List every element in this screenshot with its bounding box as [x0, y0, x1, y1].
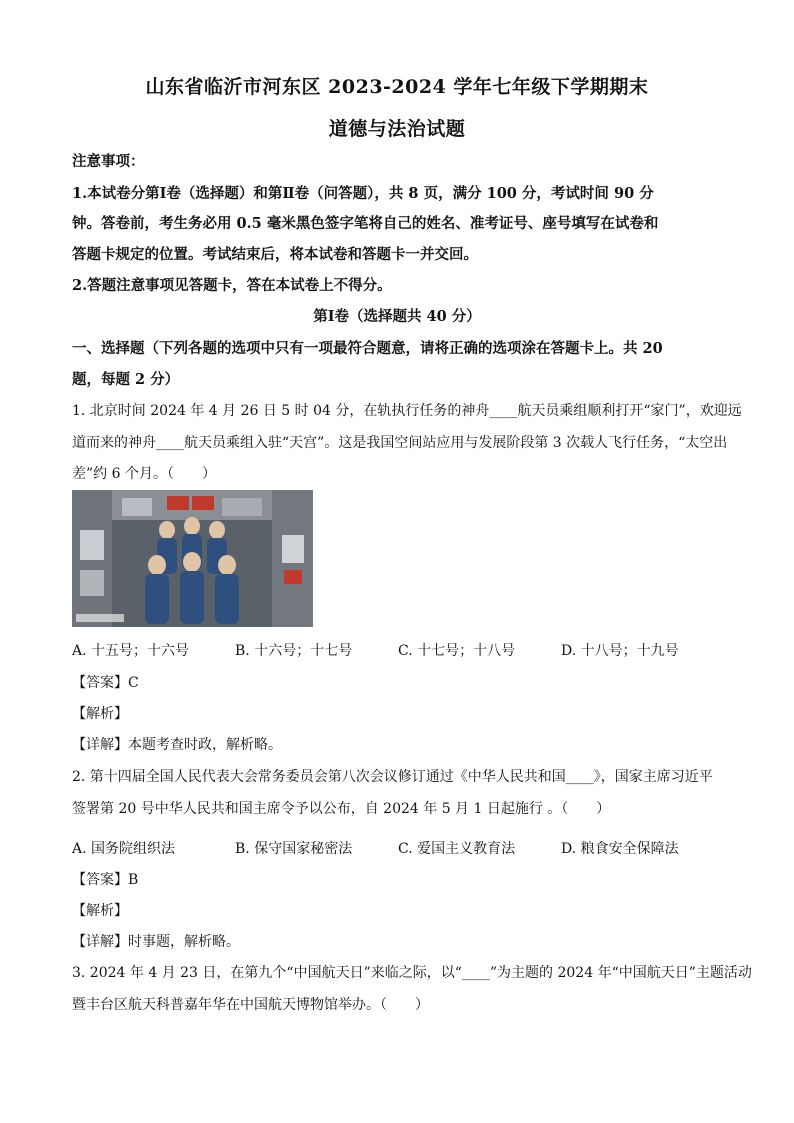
q2-option-b: B. 保守国家秘密法 — [235, 841, 353, 857]
astronaut-photo — [72, 490, 313, 627]
part-one-heading: 第Ⅰ卷（选择题共 40 分） — [313, 308, 481, 325]
q2-option-d: D. 粮食安全保障法 — [561, 841, 679, 857]
section-instruction-1: 一、选择题（下列各题的选项中只有一项最符合题意，请将正确的选项涂在答题卡上。共 20 — [72, 340, 663, 357]
section-instruction-2: 题，每题 2 分） — [72, 371, 180, 388]
notice-line-4: 2.答题注意事项见答题卡，答在本试卷上不得分。 — [72, 277, 392, 294]
q1-answer: 【答案】C — [72, 675, 139, 691]
q1-options — [72, 640, 732, 660]
q1-option-b: B. 十六号；十七号 — [235, 643, 353, 659]
q2-options — [72, 838, 732, 858]
notice-heading: 注意事项： — [72, 153, 145, 170]
q1-option-a: A. 十五号；十六号 — [72, 643, 190, 659]
q2-option-a: A. 国务院组织法 — [72, 841, 176, 857]
q2-text-1: 2. 第十四届全国人民代表大会常务委员会第八次会议修订通过《中华人民共和国____》，国家主席习近平 — [72, 769, 713, 785]
exam-title: 山东省临沂市河东区 2023-2024 学年七年级下学期期末 — [145, 76, 649, 98]
q1-text-1: 1. 北京时间 2024 年 4 月 26 日 5 时 04 分，在轨执行任务的神舟____航天员乘组顺利打开“家门”，欢迎远 — [72, 403, 742, 419]
notice-line-2: 钟。答卷前，考生务必用 0.5 毫米黑色签字笔将自己的姓名、准考证号、座号填写在试卷和 — [72, 215, 659, 232]
q1-option-c: C. 十七号；十八号 — [398, 643, 516, 659]
q1-option-d: D. 十八号；十九号 — [561, 643, 679, 659]
notice-line-3: 答题卡规定的位置。考试结束后，将本试卷和答题卡一并交回。 — [72, 246, 478, 263]
q2-text-2: 签署第 20 号中华人民共和国主席令予以公布，自 2024 年 5 月 1 日起施行 。（ ） — [72, 801, 611, 817]
q2-answer: 【答案】B — [72, 872, 139, 888]
q2-option-c: C. 爱国主义教育法 — [398, 841, 516, 857]
q1-text-2: 道而来的神舟____航天员乘组入驻“天宫”。这是我国空间站应用与发展阶段第 3 次载人飞行任务，“太空出 — [72, 435, 728, 451]
exam-subtitle: 道德与法治试题 — [328, 118, 466, 140]
q2-analysis: 【解析】 — [72, 903, 128, 919]
notice-line-1: 1.本试卷分第Ⅰ卷（选择题）和第Ⅱ卷（问答题），共 8 页，满分 100 分，考试时间 90 分 — [72, 185, 654, 202]
q1-analysis: 【解析】 — [72, 706, 128, 722]
q3-text-1: 3. 2024 年 4 月 23 日，在第九个“中国航天日”来临之际，以“____”为主题的 2024 年“中国航天日”主题活动 — [72, 965, 752, 981]
q1-detail: 【详解】本题考查时政，解析略。 — [72, 737, 282, 753]
q3-text-2: 暨丰台区航天科普嘉年华在中国航天博物馆举办。（ ） — [72, 997, 429, 1013]
q2-detail: 【详解】时事题，解析略。 — [72, 934, 240, 950]
q1-text-3: 差”约 6 个月。（ ） — [72, 466, 216, 482]
